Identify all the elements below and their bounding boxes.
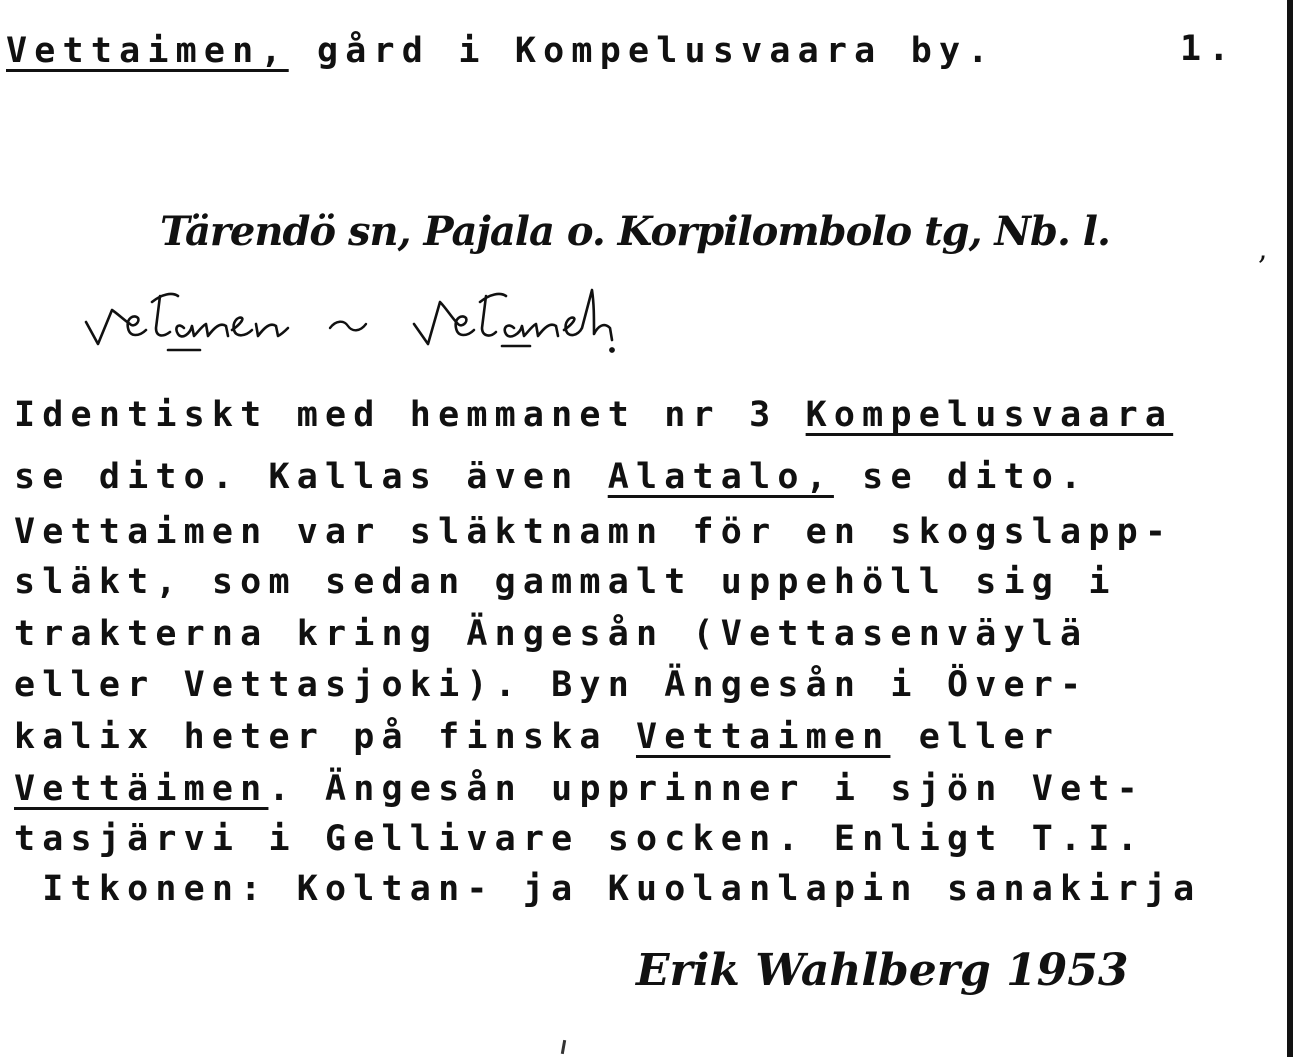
body-text-segment: släkt, som sedan gammalt uppehöll sig i <box>14 562 1117 602</box>
body-text-segment: Itkonen: Koltan- ja Kuolanlapin sanakirja <box>14 869 1202 909</box>
body-text-segment: . Ängesån upprinner i sjön Vet- <box>268 769 1145 809</box>
body-line <box>14 819 1145 859</box>
body-line <box>14 717 1061 757</box>
body-text-segment: tasjärvi i Gellivare socken. Enligt T.I. <box>14 819 1145 859</box>
body-line <box>14 769 1145 809</box>
body-text-segment: trakterna kring Ängesån (Vettasenväylä <box>14 614 1089 654</box>
underlined-term: Kompelusvaara <box>805 395 1174 435</box>
body-text-segment: se dito. Kallas även <box>14 457 608 497</box>
body-text-segment: eller Vettasjoki). Byn Ängesån i Över- <box>14 665 1089 705</box>
underlined-term: Vettaimen <box>635 717 891 757</box>
underlined-term: Alatalo, <box>607 457 834 497</box>
card-right-edge <box>1287 0 1293 1057</box>
body-text-segment: eller <box>890 717 1061 757</box>
body-line <box>14 614 1089 654</box>
body-text-segment: Vettaimen var släktnamn för en skogslapp- <box>14 512 1174 552</box>
card-number: 1. <box>1180 29 1237 69</box>
card-header <box>6 31 996 71</box>
body-line <box>14 665 1089 705</box>
signature: Erik Wahlberg 1953 <box>636 945 1129 996</box>
body-line <box>14 562 1117 602</box>
body-text-segment: Identiskt med hemmanet nr 3 <box>14 395 806 435</box>
body-line <box>14 395 1174 435</box>
body-line <box>14 869 1202 909</box>
entry-description: gård i Kompelusvaara by. <box>288 31 996 71</box>
body-text-segment: se dito. <box>833 457 1089 497</box>
handwritten-note <box>82 284 862 364</box>
stray-pen-mark <box>561 1040 566 1054</box>
entry-name: Vettaimen, <box>6 31 289 71</box>
stray-comma: , <box>1258 232 1268 267</box>
body-text-segment: kalix heter på finska <box>14 717 636 757</box>
body-line <box>14 457 1089 497</box>
body-line <box>14 512 1174 552</box>
location-line: Tärendö sn, Pajala o. Korpilombolo tg, Nb. l. <box>160 208 1110 255</box>
underlined-term: Vettäimen <box>14 769 269 809</box>
